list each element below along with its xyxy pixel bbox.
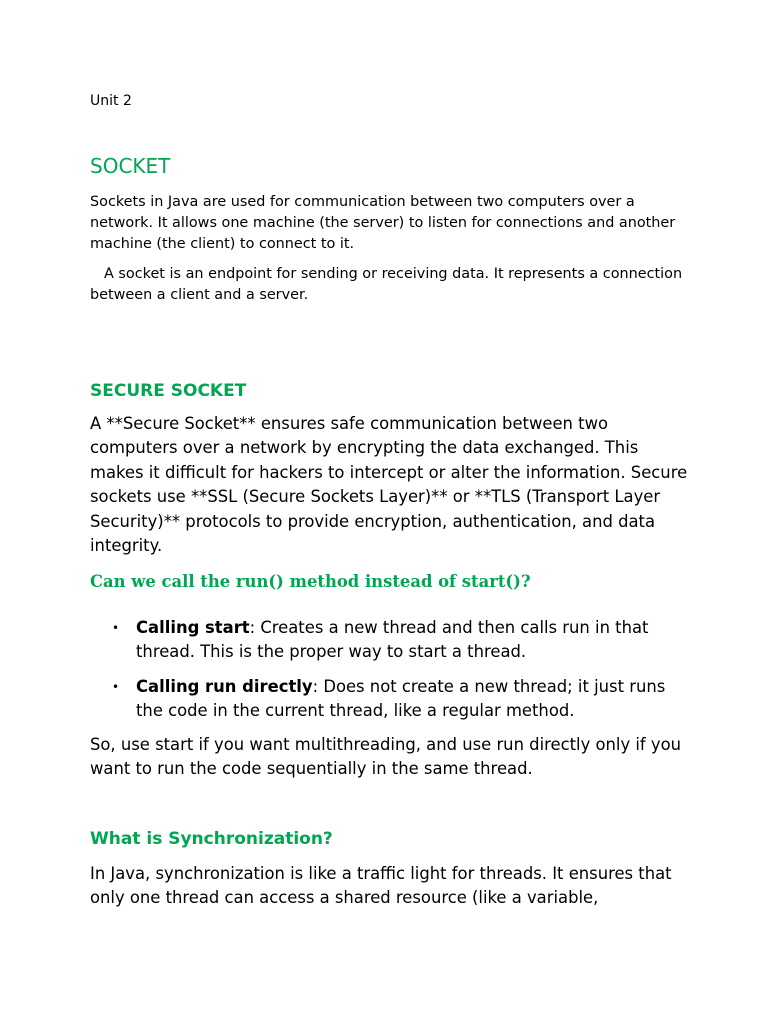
socket-heading: SOCKET xyxy=(90,154,171,178)
list-item-term: Calling run directly xyxy=(136,676,313,696)
run-vs-start-conclusion: So, use start if you want multithreading, and use run directly only if you want to run the code sequentially in the same thread. xyxy=(90,735,682,779)
socket-paragraph-1: Sockets in Java are used for communication between two computers over a network. It allows one machine (the server) to listen for connections and another machine (the client) to connect to it. xyxy=(90,194,676,252)
unit-label: Unit 2 xyxy=(90,93,132,109)
run-vs-start-list xyxy=(90,616,690,734)
list-item xyxy=(90,675,690,724)
list-item-term: Calling start xyxy=(136,618,250,637)
socket-paragraph-2: A socket is an endpoint for sending or receiving data. It represents a connection between a client and a server. xyxy=(90,266,683,303)
list-item xyxy=(90,616,690,665)
list-item-text: : Does not create a new thread; it just runs the code in the current thread, like a regular method. xyxy=(136,676,666,721)
run-vs-start-heading: Can we call the run() method instead of start()? xyxy=(90,572,531,591)
bullet-icon: • xyxy=(112,679,120,694)
list-item-text: : Creates a new thread and then calls run in that thread. This is the proper way to start a thread. xyxy=(136,618,649,662)
synchronization-paragraph: In Java, synchronization is like a traffic light for threads. It ensures that only one thread can access a shared resource (like a variable, xyxy=(90,864,672,908)
synchronization-heading: What is Synchronization? xyxy=(90,829,333,849)
secure-socket-heading: SECURE SOCKET xyxy=(90,381,247,401)
bullet-icon: • xyxy=(112,621,120,635)
secure-socket-paragraph: A **Secure Socket** ensures safe communication between two computers over a network by encrypting the data exchanged. This makes it difficult for hackers to intercept or alter the information. Secure sockets use **SSL (Secure Sockets Layer)** or **TLS (Transport Layer Security)** protocols to provide encryption, authentication, and data integrity. xyxy=(90,414,688,556)
